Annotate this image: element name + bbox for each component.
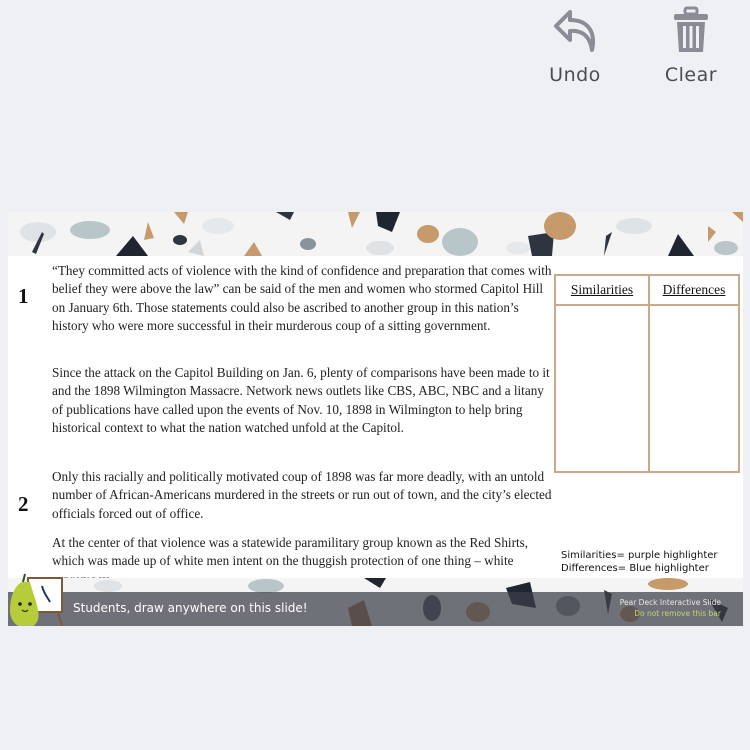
differences-cell	[650, 306, 738, 471]
peardeck-warning: Do not remove this bar	[634, 609, 721, 618]
paragraph-2: Since the attack on the Capitol Building on Jan. 6, plenty of comparisons have been made to it and the 1898 Wilmington Massacre. Network news outlets like CBS, ABC, NBC and a litany of publications have called upon the events of Nov. 10, 1898 in Wilmington to help bring historical context to what the nation watched unfold at the Capitol.	[52, 365, 550, 436]
peardeck-notice	[620, 597, 721, 619]
similarities-cell	[556, 306, 650, 471]
legend-differences: Differences= Blue highlighter	[561, 563, 709, 574]
undo-label: Undo	[549, 64, 601, 86]
pear-mascot-icon	[8, 572, 72, 626]
section-number-1: 1	[18, 284, 29, 308]
header-similarities: Similarities	[556, 276, 650, 306]
slide-canvas[interactable]	[8, 212, 743, 626]
clear-button[interactable]	[646, 4, 736, 90]
section-number-2: 2	[18, 492, 29, 516]
paragraph-3: Only this racially and politically motivated coup of 1898 was far more deadly, with an untold number of African-Americans murdered in the streets or run out of town, and the city’s elected officials forced out of office.	[52, 469, 552, 521]
undo-button[interactable]	[530, 4, 620, 90]
comparison-table	[554, 274, 740, 473]
draw-prompt: Students, draw anywhere on this slide!	[73, 601, 308, 615]
header-differences: Differences	[650, 276, 738, 306]
clear-label: Clear	[664, 64, 718, 86]
paragraph-1: “They committed acts of violence with the kind of confidence and preparation that comes with belief they were above the law” can be said of the men and women who stormed Capitol Hill on January 6th. Those statements could also be ascribed to another group in this nation’s history who were more successful in their murderous coup of a sitting government.	[52, 263, 552, 334]
trash-icon	[671, 6, 711, 54]
paragraph-4: At the center of that violence was a statewide paramilitary group known as the Red Shirts, which was made up of white men intent on the thuggish protection of one thing – white	[52, 535, 529, 569]
legend-similarities: Similarities= purple highlighter	[561, 550, 718, 561]
terrazzo-pattern-top	[8, 212, 743, 256]
highlighter-legend	[561, 549, 718, 575]
undo-arrow-icon	[550, 6, 600, 54]
peardeck-brand: Pear Deck Interactive Slide	[619, 598, 721, 607]
peardeck-bar	[8, 592, 743, 626]
